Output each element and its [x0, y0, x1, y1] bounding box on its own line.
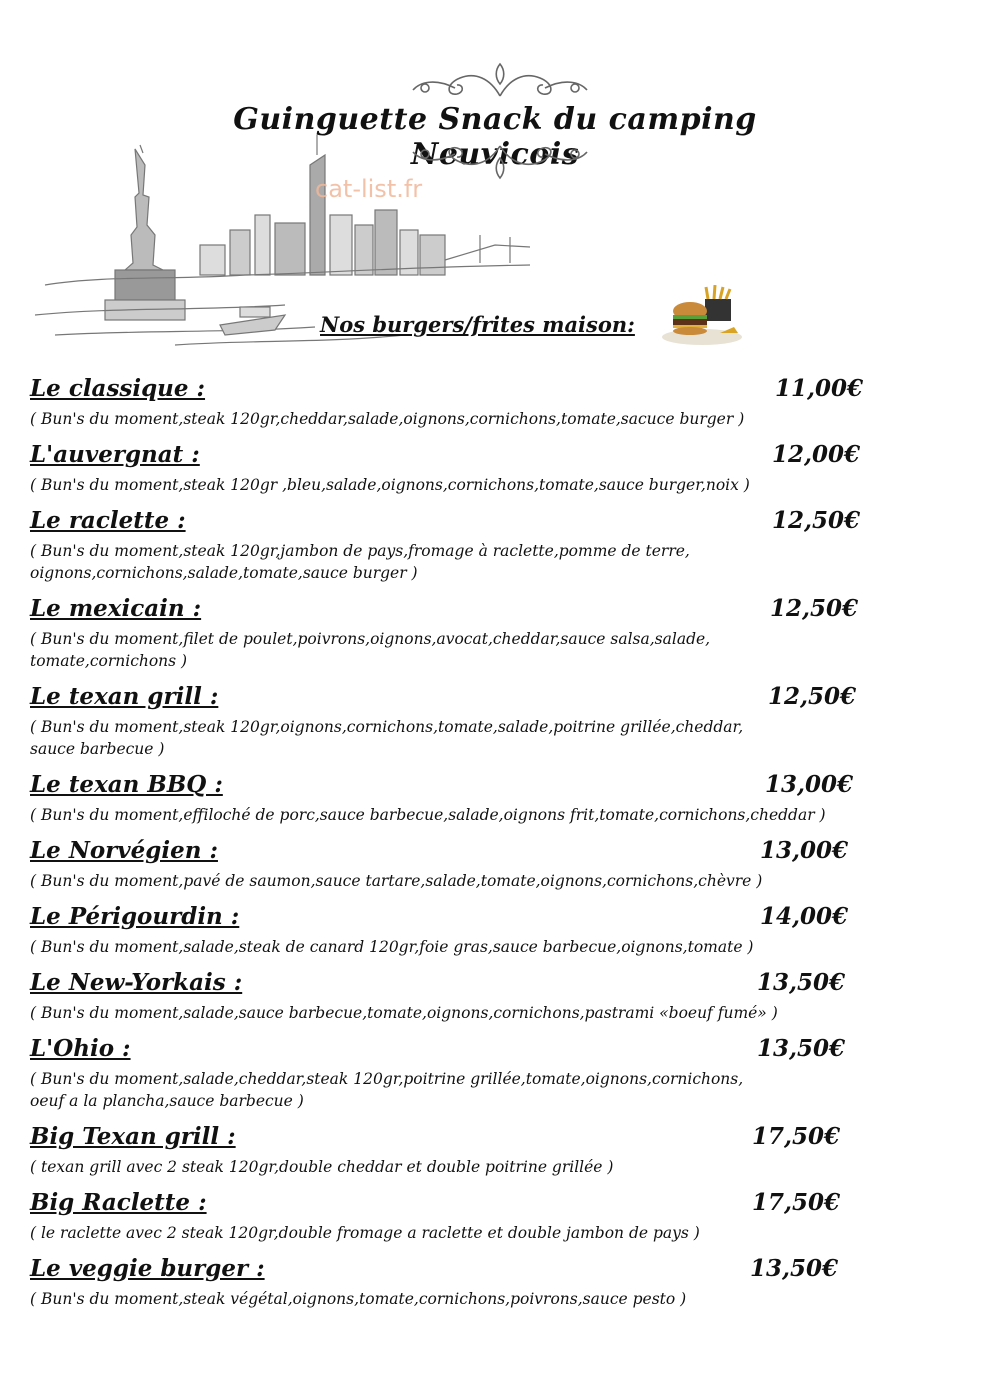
- item-name: Big Texan grill :: [30, 1123, 236, 1150]
- list-item: [30, 903, 960, 958]
- item-price: 13,50€: [757, 1035, 846, 1062]
- watermark: cat-list.fr: [315, 175, 423, 203]
- item-name: Le veggie burger :: [30, 1255, 265, 1282]
- ornament-flourish-icon: [395, 58, 605, 98]
- item-price: 11,00€: [775, 375, 864, 402]
- item-name: Le raclette :: [30, 507, 186, 534]
- item-name: Le Périgourdin :: [30, 903, 240, 930]
- item-name: Le classique :: [30, 375, 206, 402]
- item-name: Le texan grill :: [30, 683, 219, 710]
- section-title: Nos burgers/frites maison:: [320, 312, 635, 337]
- list-item: [30, 375, 960, 430]
- item-description: ( le raclette avec 2 steak 120gr,double fromage a raclette et double jambon de pays ): [30, 1224, 700, 1242]
- item-description: ( Bun's du moment,steak végétal,oignons,tomate,cornichons,poivrons,sauce pesto ): [30, 1290, 687, 1308]
- item-price: 13,00€: [765, 771, 854, 798]
- item-price: 13,00€: [760, 837, 849, 864]
- list-item: [30, 683, 960, 760]
- item-price: 12,50€: [770, 595, 859, 622]
- item-price: 13,50€: [750, 1255, 839, 1282]
- burger-fries-illustration: [660, 285, 745, 347]
- item-description: ( Bun's du moment,effiloché de porc,sauce barbecue,salade,oignons frit,tomate,cornichons,cheddar ): [30, 806, 826, 824]
- item-description: ( Bun's du moment,salade,cheddar,steak 120gr,poitrine grillée,tomate,oignons,cornichons, oeuf a la plancha,sauce barbecue ): [30, 1070, 744, 1110]
- item-price: 13,50€: [757, 969, 846, 996]
- item-price: 12,50€: [772, 507, 861, 534]
- item-description: ( Bun's du moment,steak 120gr,oignons,cornichons,tomate,salade,poitrine grillée,cheddar, sauce barbecue ): [30, 718, 744, 758]
- list-item: [30, 969, 960, 1024]
- item-description: ( Bun's du moment,filet de poulet,poivrons,oignons,avocat,cheddar,sauce salsa,salade, tomate,cornichons ): [30, 630, 711, 670]
- item-name: Le texan BBQ :: [30, 771, 223, 798]
- list-item: [30, 507, 960, 584]
- item-name: Le mexicain :: [30, 595, 202, 622]
- item-price: 12,50€: [768, 683, 857, 710]
- item-description: ( Bun's du moment,steak 120gr ,bleu,salade,oignons,cornichons,tomate,sauce burger,noix ): [30, 476, 750, 494]
- item-description: ( Bun's du moment,steak 120gr,cheddar,salade,oignons,cornichons,tomate,sacuce burger ): [30, 410, 745, 428]
- item-price: 17,50€: [752, 1123, 841, 1150]
- item-description: ( Bun's du moment,pavé de saumon,sauce tartare,salade,tomate,oignons,cornichons,chèvre ): [30, 872, 763, 890]
- list-item: [30, 595, 960, 672]
- item-name: L'auvergnat :: [30, 441, 200, 468]
- list-item: [30, 837, 960, 892]
- list-item: [30, 1189, 960, 1244]
- item-name: Le Norvégien :: [30, 837, 218, 864]
- item-price: 17,50€: [752, 1189, 841, 1216]
- item-description: ( Bun's du moment,steak 120gr,jambon de pays,fromage à raclette,pomme de terre, oignons,cornichons,salade,tomate,sauce burger ): [30, 542, 690, 582]
- page-title: Guinguette Snack du camping Neuvicois: [233, 102, 757, 172]
- item-name: L'Ohio :: [30, 1035, 131, 1062]
- menu-list: [30, 375, 960, 1321]
- list-item: [30, 1255, 960, 1310]
- list-item: [30, 1123, 960, 1178]
- item-description: ( texan grill avec 2 steak 120gr,double cheddar et double poitrine grillée ): [30, 1158, 614, 1176]
- item-name: Big Raclette :: [30, 1189, 207, 1216]
- item-description: ( Bun's du moment,salade,steak de canard 120gr,foie gras,sauce barbecue,oignons,tomate ): [30, 938, 754, 956]
- list-item: [30, 441, 960, 496]
- item-price: 14,00€: [760, 903, 849, 930]
- list-item: [30, 771, 960, 826]
- item-description: ( Bun's du moment,salade,sauce barbecue,tomate,oignons,cornichons,pastrami «boeuf fumé» ): [30, 1004, 778, 1022]
- item-price: 12,00€: [772, 441, 861, 468]
- list-item: [30, 1035, 960, 1112]
- item-name: Le New-Yorkais :: [30, 969, 243, 996]
